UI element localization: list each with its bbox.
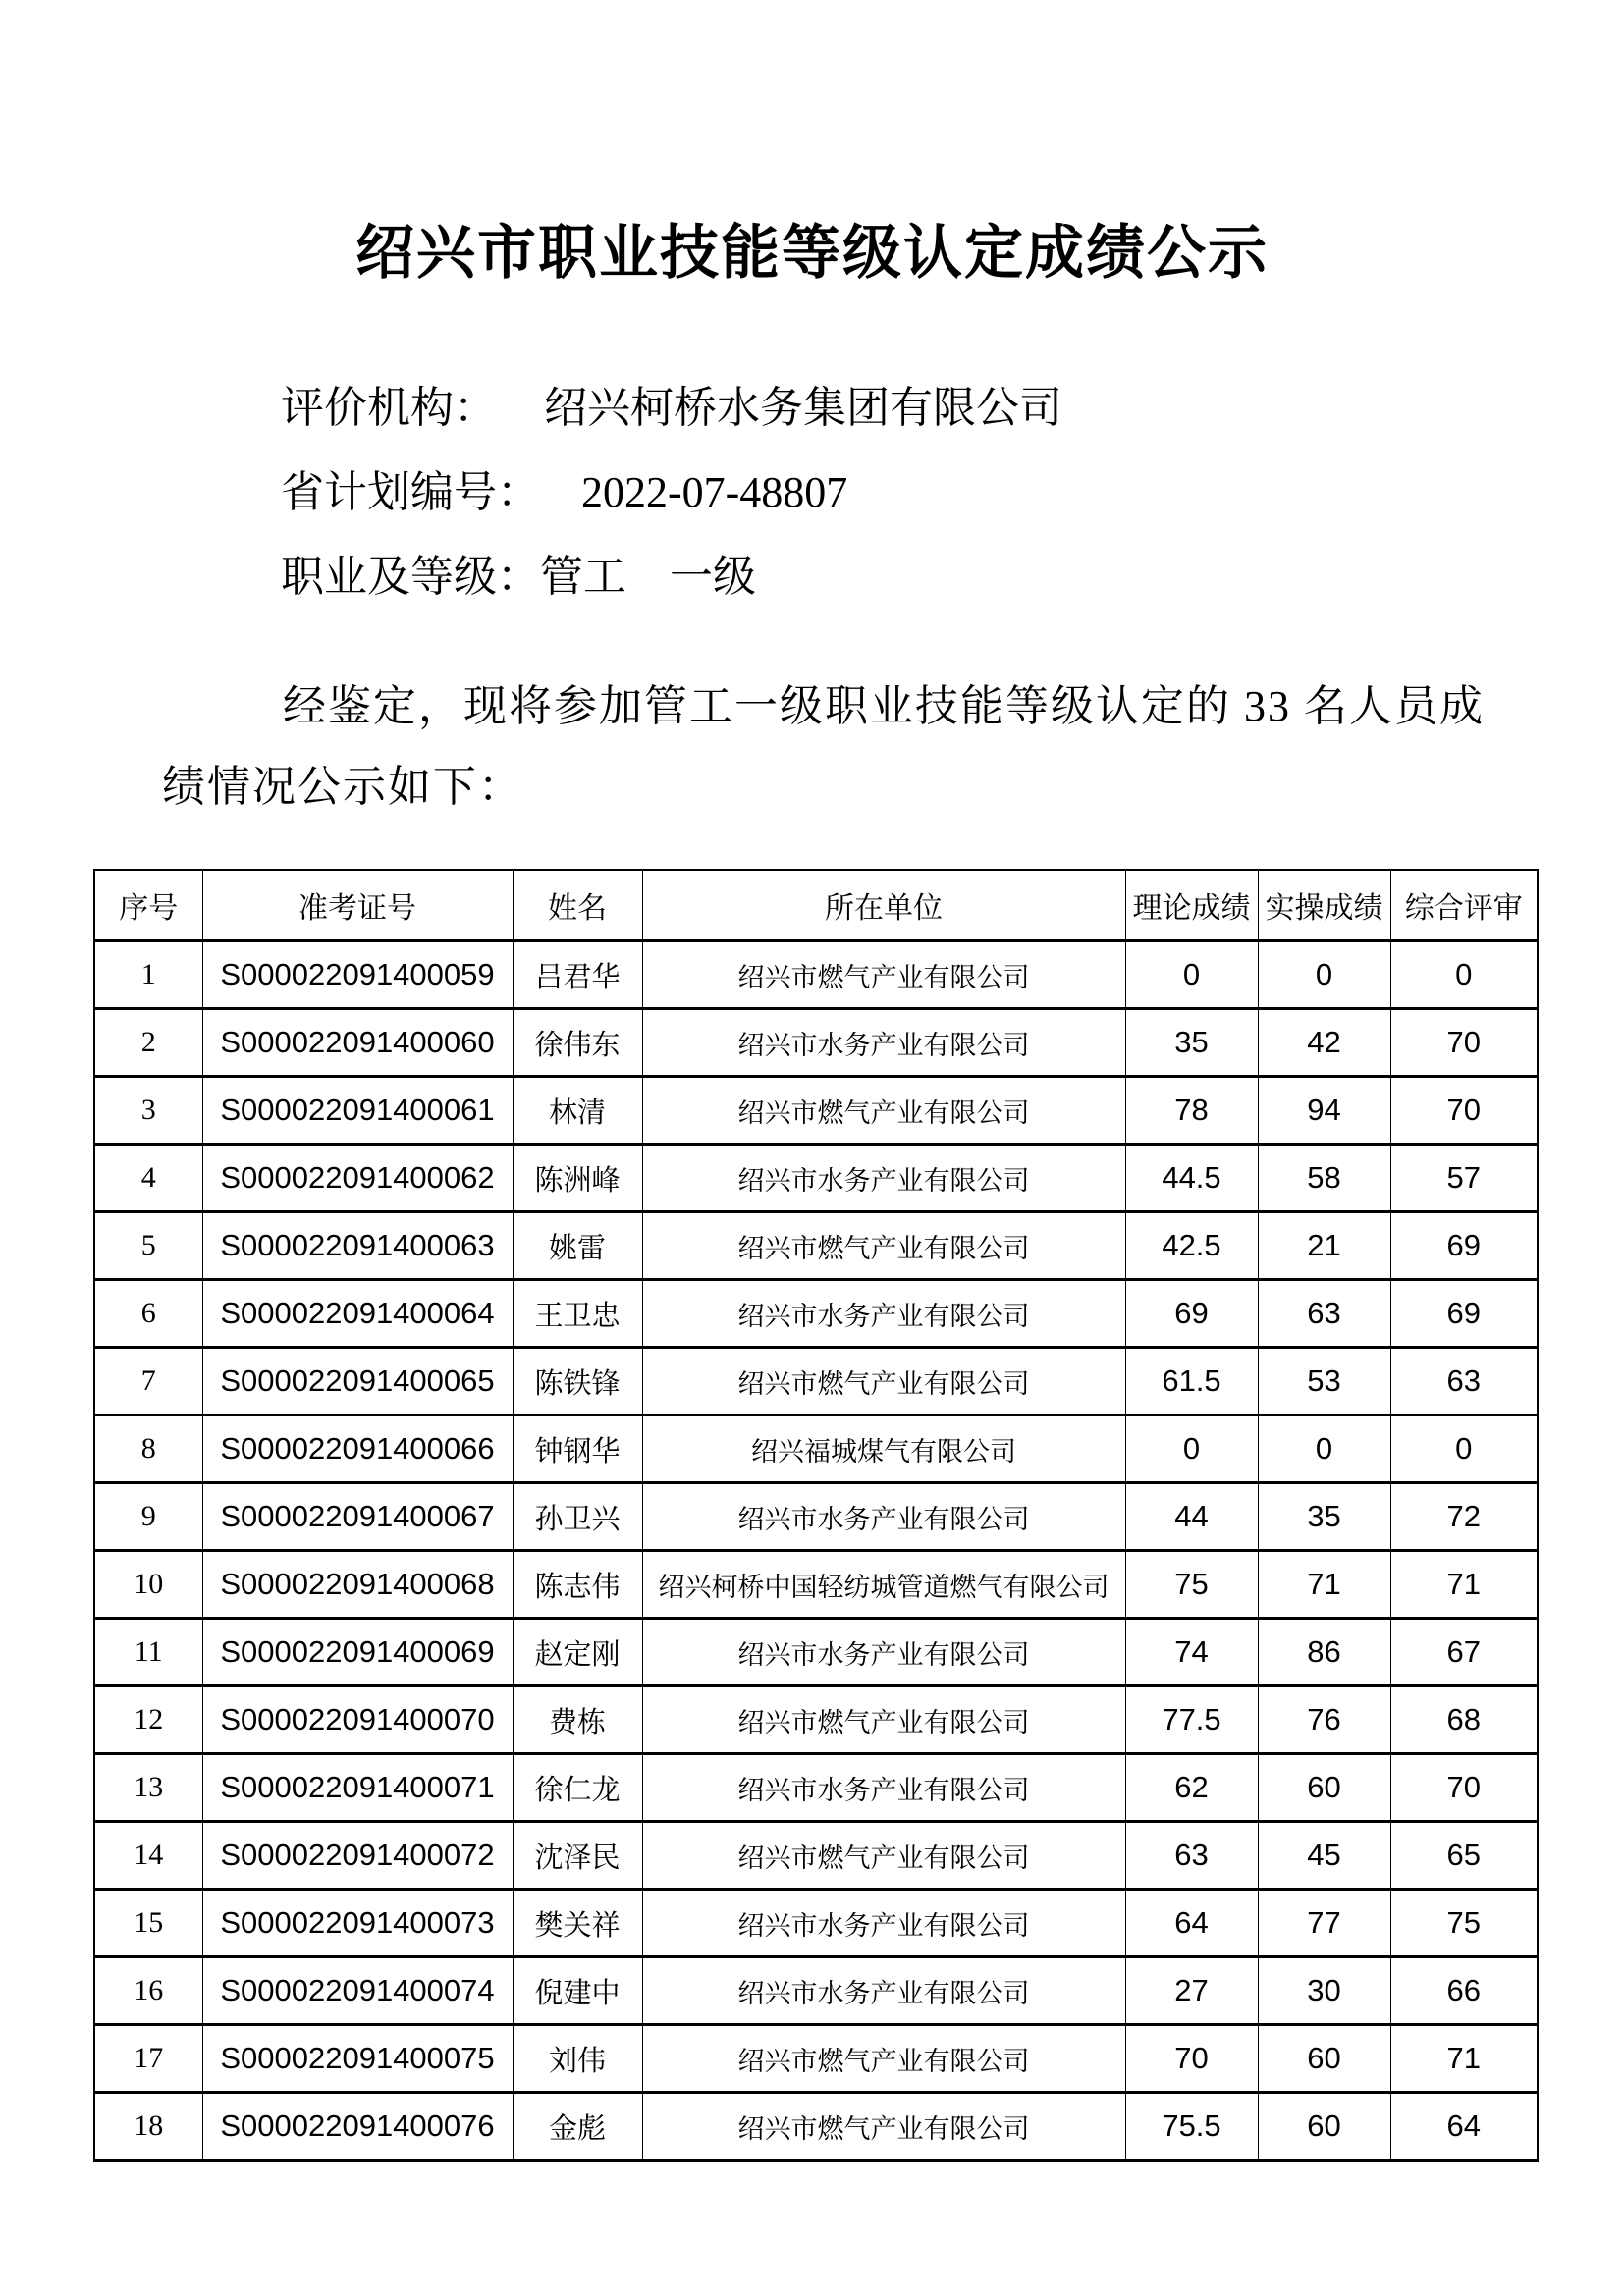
table-cell: 林清 [513, 1077, 642, 1145]
table-cell: 孙卫兴 [513, 1483, 642, 1551]
table-cell: S000022091400064 [202, 1280, 513, 1348]
table-cell: S000022091400072 [202, 1822, 513, 1890]
table-cell: 绍兴市水务产业有限公司 [642, 1619, 1125, 1686]
table-cell: 绍兴市水务产业有限公司 [642, 1890, 1125, 1957]
table-row [94, 1348, 1538, 1415]
table-cell: 樊关祥 [513, 1890, 642, 1957]
table-cell: 沈泽民 [513, 1822, 642, 1890]
table-cell: S000022091400066 [202, 1415, 513, 1483]
table-cell: 35 [1258, 1483, 1390, 1551]
table-row [94, 1280, 1538, 1348]
table-cell: 30 [1258, 1957, 1390, 2025]
table-cell: S000022091400073 [202, 1890, 513, 1957]
table-cell: 绍兴市燃气产业有限公司 [642, 941, 1125, 1009]
table-row [94, 1415, 1538, 1483]
table-cell: 63 [1125, 1822, 1258, 1890]
table-cell: 赵定刚 [513, 1619, 642, 1686]
table-cell: 费栋 [513, 1686, 642, 1754]
table-cell: 6 [94, 1280, 202, 1348]
table-cell: 1 [94, 941, 202, 1009]
table-cell: 27 [1125, 1957, 1258, 2025]
info-block [281, 366, 1624, 619]
table-cell: 绍兴市水务产业有限公司 [642, 1009, 1125, 1077]
table-cell: 钟钢华 [513, 1415, 642, 1483]
table-cell: 绍兴市燃气产业有限公司 [642, 2025, 1125, 2093]
table-cell: 77.5 [1125, 1686, 1258, 1754]
table-cell: 7 [94, 1348, 202, 1415]
table-cell: 13 [94, 1754, 202, 1822]
table-cell: 68 [1390, 1686, 1538, 1754]
table-cell: 94 [1258, 1077, 1390, 1145]
table-row [94, 1822, 1538, 1890]
table-cell: 74 [1125, 1619, 1258, 1686]
plan-number-value: 2022-07-48807 [581, 468, 848, 516]
header-work-unit: 所在单位 [642, 870, 1125, 941]
table-cell: 绍兴市燃气产业有限公司 [642, 1077, 1125, 1145]
announcement-paragraph [162, 667, 1485, 828]
table-cell: 75.5 [1125, 2093, 1258, 2161]
table-cell: 35 [1125, 1009, 1258, 1077]
table-cell: 0 [1390, 941, 1538, 1009]
table-cell: 45 [1258, 1822, 1390, 1890]
table-cell: 72 [1390, 1483, 1538, 1551]
agency-value: 绍兴柯桥水务集团有限公司 [544, 384, 1062, 432]
table-cell: 71 [1390, 1551, 1538, 1619]
table-cell: 0 [1258, 941, 1390, 1009]
table-cell: 62 [1125, 1754, 1258, 1822]
table-cell: 78 [1125, 1077, 1258, 1145]
header-serial-number: 序号 [94, 870, 202, 941]
header-admission-ticket-number: 准考证号 [202, 870, 513, 941]
table-cell: 18 [94, 2093, 202, 2161]
table-row [94, 1551, 1538, 1619]
table-cell: 绍兴柯桥中国轻纺城管道燃气有限公司 [642, 1551, 1125, 1619]
table-cell: 65 [1390, 1822, 1538, 1890]
table-row [94, 2025, 1538, 2093]
table-cell: 69 [1390, 1280, 1538, 1348]
table-cell: 75 [1390, 1890, 1538, 1957]
table-cell: 0 [1125, 941, 1258, 1009]
table-row [94, 1077, 1538, 1145]
table-cell: 77 [1258, 1890, 1390, 1957]
table-cell: 0 [1390, 1415, 1538, 1483]
table-cell: 陈铁锋 [513, 1348, 642, 1415]
table-cell: 绍兴市水务产业有限公司 [642, 1957, 1125, 2025]
plan-number-label: 省计划编号： [281, 468, 540, 516]
agency-label: 评价机构： [281, 384, 497, 432]
table-row [94, 1145, 1538, 1212]
table-cell: 57 [1390, 1145, 1538, 1212]
table-cell: 53 [1258, 1348, 1390, 1415]
table-cell: 0 [1258, 1415, 1390, 1483]
table-cell: 绍兴市燃气产业有限公司 [642, 1686, 1125, 1754]
table-cell: 徐伟东 [513, 1009, 642, 1077]
table-cell: 绍兴福城煤气有限公司 [642, 1415, 1125, 1483]
table-cell: 王卫忠 [513, 1280, 642, 1348]
table-cell: 陈洲峰 [513, 1145, 642, 1212]
table-cell: S000022091400065 [202, 1348, 513, 1415]
table-cell: 44 [1125, 1483, 1258, 1551]
table-cell: 陈志伟 [513, 1551, 642, 1619]
table-cell: S000022091400063 [202, 1212, 513, 1280]
table-cell: 17 [94, 2025, 202, 2093]
table-cell: 姚雷 [513, 1212, 642, 1280]
table-cell: 绍兴市水务产业有限公司 [642, 1145, 1125, 1212]
table-cell: 倪建中 [513, 1957, 642, 2025]
table-cell: 刘伟 [513, 2025, 642, 2093]
table-cell: 2 [94, 1009, 202, 1077]
table-cell: 21 [1258, 1212, 1390, 1280]
table-cell: 70 [1390, 1754, 1538, 1822]
table-cell: 71 [1390, 2025, 1538, 2093]
table-cell: 71 [1258, 1551, 1390, 1619]
paragraph-line-2: 绩情况公示如下： [162, 763, 523, 811]
table-cell: 8 [94, 1415, 202, 1483]
header-theory-score: 理论成绩 [1125, 870, 1258, 941]
table-cell: S000022091400062 [202, 1145, 513, 1212]
table-cell: 4 [94, 1145, 202, 1212]
table-cell: S000022091400061 [202, 1077, 513, 1145]
info-line-occupation-level [281, 535, 1624, 619]
table-cell: 63 [1390, 1348, 1538, 1415]
table-cell: 徐仁龙 [513, 1754, 642, 1822]
table-cell: 绍兴市燃气产业有限公司 [642, 2093, 1125, 2161]
table-cell: 86 [1258, 1619, 1390, 1686]
table-row [94, 1754, 1538, 1822]
table-cell: 69 [1390, 1212, 1538, 1280]
table-cell: 12 [94, 1686, 202, 1754]
info-line-plan-number [281, 451, 1624, 535]
table-cell: 绍兴市燃气产业有限公司 [642, 1212, 1125, 1280]
table-cell: 70 [1125, 2025, 1258, 2093]
table-cell: 金彪 [513, 2093, 642, 2161]
table-cell: S000022091400076 [202, 2093, 513, 2161]
table-cell: 绍兴市水务产业有限公司 [642, 1483, 1125, 1551]
table-cell: 76 [1258, 1686, 1390, 1754]
table-cell: 绍兴市水务产业有限公司 [642, 1280, 1125, 1348]
table-cell: 44.5 [1125, 1145, 1258, 1212]
table-cell: S000022091400074 [202, 1957, 513, 2025]
table-row [94, 1686, 1538, 1754]
table-cell: 0 [1125, 1415, 1258, 1483]
table-cell: 11 [94, 1619, 202, 1686]
table-cell: 吕君华 [513, 941, 642, 1009]
occupation-level-label: 职业及等级： [281, 553, 540, 601]
table-cell: 60 [1258, 2025, 1390, 2093]
paragraph-line-1: 经鉴定，现将参加管工一级职业技能等级认定的 33 名人员成 [283, 682, 1485, 730]
table-cell: 16 [94, 1957, 202, 2025]
table-cell: S000022091400060 [202, 1009, 513, 1077]
table-cell: S000022091400069 [202, 1619, 513, 1686]
table-cell: 58 [1258, 1145, 1390, 1212]
table-cell: 67 [1390, 1619, 1538, 1686]
table-row [94, 941, 1538, 1009]
table-cell: S000022091400067 [202, 1483, 513, 1551]
table-cell: 64 [1125, 1890, 1258, 1957]
table-cell: 5 [94, 1212, 202, 1280]
table-cell: 9 [94, 1483, 202, 1551]
table-cell: 60 [1258, 2093, 1390, 2161]
table-cell: 75 [1125, 1551, 1258, 1619]
table-cell: 61.5 [1125, 1348, 1258, 1415]
table-row [94, 1483, 1538, 1551]
table-cell: 42 [1258, 1009, 1390, 1077]
table-cell: 66 [1390, 1957, 1538, 2025]
table-cell: 14 [94, 1822, 202, 1890]
header-name: 姓名 [513, 870, 642, 941]
table-cell: 70 [1390, 1009, 1538, 1077]
table-row [94, 1009, 1538, 1077]
table-row [94, 2093, 1538, 2161]
table-row [94, 1957, 1538, 2025]
table-cell: S000022091400075 [202, 2025, 513, 2093]
table-cell: 70 [1390, 1077, 1538, 1145]
header-comprehensive-review: 综合评审 [1390, 870, 1538, 941]
table-cell: S000022091400070 [202, 1686, 513, 1754]
table-cell: 63 [1258, 1280, 1390, 1348]
results-table-header [94, 870, 1538, 941]
header-row [94, 870, 1538, 941]
table-cell: S000022091400059 [202, 941, 513, 1009]
table-row [94, 1619, 1538, 1686]
table-cell: 64 [1390, 2093, 1538, 2161]
table-cell: S000022091400068 [202, 1551, 513, 1619]
table-cell: 42.5 [1125, 1212, 1258, 1280]
page-title: 绍兴市职业技能等级认定成绩公示 [355, 221, 1269, 286]
table-cell: 绍兴市燃气产业有限公司 [642, 1822, 1125, 1890]
table-cell: 绍兴市水务产业有限公司 [642, 1754, 1125, 1822]
results-table-body [94, 941, 1538, 2161]
table-row [94, 1890, 1538, 1957]
table-row [94, 1212, 1538, 1280]
occupation-level-value: 管工 一级 [540, 553, 756, 601]
table-cell: 60 [1258, 1754, 1390, 1822]
info-line-agency [281, 366, 1624, 451]
table-cell: 10 [94, 1551, 202, 1619]
header-practical-score: 实操成绩 [1258, 870, 1390, 941]
table-cell: 15 [94, 1890, 202, 1957]
table-cell: S000022091400071 [202, 1754, 513, 1822]
table-cell: 3 [94, 1077, 202, 1145]
table-cell: 69 [1125, 1280, 1258, 1348]
results-table [93, 869, 1539, 2162]
table-cell: 绍兴市燃气产业有限公司 [642, 1348, 1125, 1415]
